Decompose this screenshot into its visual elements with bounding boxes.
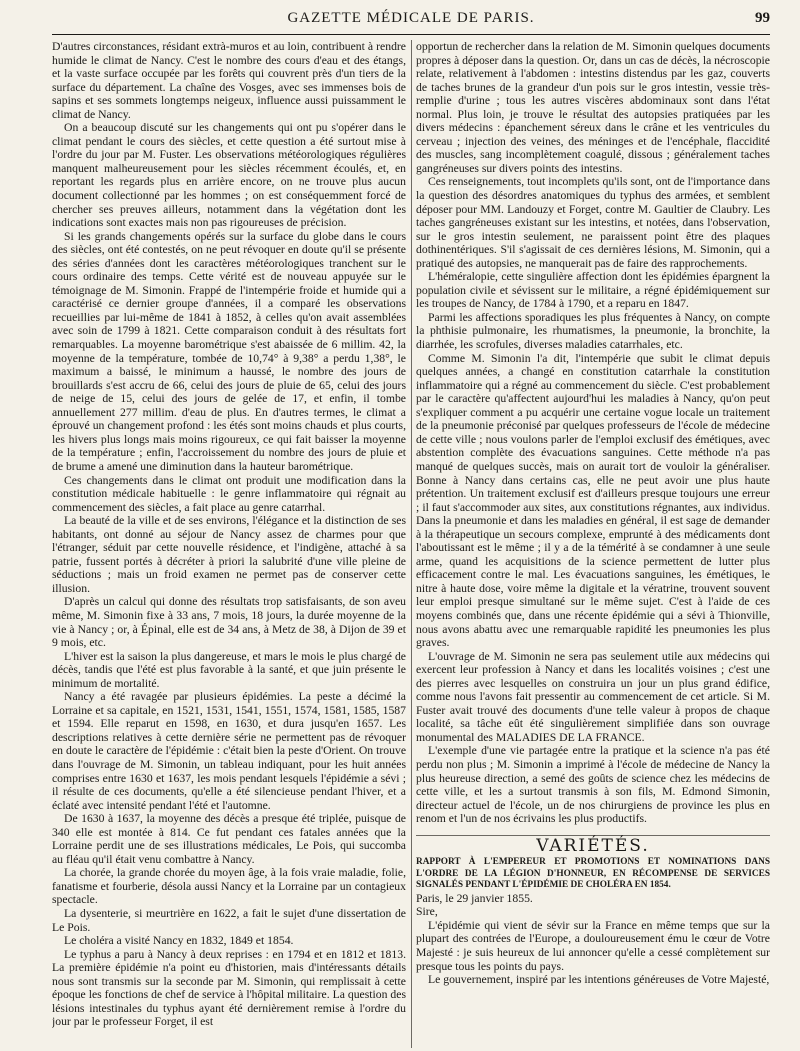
column-divider [411, 40, 412, 1048]
paragraph: La beauté de la ville et de ses environs, l'élégance et la distinction de ses habitants, ont donné au séjour de Nancy assez de charmes pour que l'étranger, séduit par cette nouvelle résidence, et l'indigène, attaché à sa patrie, fussent portés à décréter à priori la salubrité d'une ville pleine de séductions ; mais un froid examen ne permet pas de conserver cette illusion. [52, 514, 406, 595]
paragraph: La dysenterie, si meurtrière en 1622, a fait le sujet d'une dissertation de Le Pois. [52, 907, 406, 934]
header-rule [52, 34, 770, 35]
paragraph: De 1630 à 1637, la moyenne des décès a presque été triplée, puisque de 340 elle est montée à 814. Ce fut pendant ces fatales années que la Lorraine perdit une de ses illustrations médicales, Le Pois, qui succomba au fléau qu'il était venu combattre à Nancy. [52, 812, 406, 866]
paragraph: Ces changements dans le climat ont produit une modification dans la constitution médicale habituelle : le genre inflammatoire qui régnait au commencement des siècles, a fait place au genre catarrhal. [52, 473, 406, 514]
section-subtitle: RAPPORT À L'EMPEREUR ET PROMOTIONS ET NOMINATIONS DANS L'ORDRE DE LA LÉGION D'HONNEUR, EN RÉCOMPENSE DE SERVICES SIGNALÉS PENDANT L'ÉPIDÉMIE DE CHOLÉRA EN 1854. [416, 857, 770, 891]
paragraph: Parmi les affections sporadiques les plus fréquentes à Nancy, on compte la phthisie pulmonaire, les rhumatismes, la pneumonie, la bronchite, la diarrhée, les scrofules, diverses maladies catarrhales, etc. [416, 310, 770, 352]
journal-title: GAZETTE MÉDICALE DE PARIS. [287, 10, 535, 26]
paragraph: Si les grands changements opérés sur la surface du globe dans le cours des siècles, ont été contestés, on ne peut révoquer en doute qu'il se présente des séries d'années dont les caractères météorologiques tranchent sur le cours ordinaire des temps. Cette vérité est de nouveau appuyée sur le témoignage de M. Simonin. Frappé de l'intempérie froide et humide qui a caractérisé ce dernier groupe d'années, il a comparé les observations recueillies par lui-même de 1841 à 1852, à celles qu'on avait assemblées avec soin de 1799 à 1821. Cette comparaison conduit à des résultats fort remarquables. La moyenne barométrique s'est abaissée de 6 millim. 42, la moyenne de la température, tombée de 10,74° à 9,38° a perdu 1,38°, le maximum a baissé, le minimum a haussé, le nombre des jours de brouillards s'est accru de 66, celui des jours de pluie de 65, celui des jours de neige de 15, celui des jours de gelée de 17, et enfin, il tombe annuellement 277 millim. d'eau de plus. En d'autres termes, le climat a éprouvé un changement profond : les étés sont moins chauds et plus courts, les hivers plus longs mais moins rigoureux, ce qui fait baisser la moyenne de la température ; enfin, l'accroissement du nombre des jours de pluie et de brume a amené une diminution dans la hauteur barométrique. [52, 229, 406, 473]
paragraph: L'exemple d'une vie partagée entre la pratique et la science n'a pas été perdu non plus ; M. Simonin a imprimé à l'école de médecine de Nancy la plus heureuse direction, a semé des goûts de science chez les médecins de cette ville, et les a surtout transmis à son fils, M. Edmond Simonin, directeur actuel de l'école, un de nos chirurgiens de province les plus en renom et l'un de nos écrivains les plus productifs. [416, 744, 770, 826]
page-number: 99 [755, 10, 770, 26]
paragraph: On a beaucoup discuté sur les changements qui ont pu s'opérer dans le climat pendant le cours des siècles, et cette question a été surtout mise à l'ordre du jour par M. Fuster. Les observations météorologiques régulières manquent malheureusement pour les siècles récemment écoulés, et, en reportant les regards plus en arrière encore, on ne trouve plus aucun document collectionné par les hommes ; on est conséquemment forcé de chercher ses preuves ailleurs, notamment dans la végétation dont les indications sont exactes mais non pas rigoureuses de précision. [52, 121, 406, 230]
right-column [416, 40, 770, 1048]
paragraph: L'héméralopie, cette singulière affection dont les épidémies épargnent la population civile et sévissent sur le militaire, a régné épidémiquement sur les troupes de Nancy, de 1784 à 1790, et a reparu en 1847. [416, 270, 770, 311]
paragraph: L'épidémie qui vient de sévir sur la France en même temps que sur la plupart des contrées de l'Europe, a douloureusement ému le cœur de Votre Majesté : je suis heureux de lui annoncer qu'elle a cessé complètement sur presque tous les points du pays. [416, 918, 770, 973]
paragraph: Nancy a été ravagée par plusieurs épidémies. La peste a décimé la Lorraine et sa capitale, en 1521, 1531, 1541, 1551, 1574, 1581, 1585, 1587 et 1594. Elle reparut en 1598, en 1630, et dura jusqu'en 1657. Les descriptions relatives à cette dernière série ne permettent pas de révoquer en doute le caractère de l'épidémie : c'était bien la peste d'Orient. On trouve dans l'ouvrage de M. Simonin, un tableau indiquant, pour les huit années comprises entre 1630 et 1637, les mois pendant lesquels l'épidémie a sévi ; il résulte de ces documents, qu'elle a été silencieuse pendant l'hiver, et a éclaté avec intensité pendant l'été et l'automne. [52, 690, 406, 812]
paragraph: Le gouvernement, inspiré par les intentions généreuses de Votre Majesté, [428, 973, 770, 987]
left-column [52, 40, 406, 1048]
paragraph: Comme M. Simonin l'a dit, l'intempérie que subit le climat depuis quelques années, a changé en constitution catarrhale la constitution inflammatoire qui a régné au commencement du siècle. C'est probablement par le caractère qu'affectent aujourd'hui les maladies à Nancy, qu'on peut s'expliquer comment a pu acquérir une certaine vogue locale un traitement de la pneumonie préconisé par quelques professeurs de l'école de médecine de cette ville ; nous voulons parler de l'emploi exclusif des émétiques, avec abstention complète des évacuations sanguines. Cette méthode n'a pas manqué de quelques succès, mais on aurait tort de vouloir la généraliser. Bonne à Nancy dans certains cas, elle ne peut avoir une plus haute prétention. Un traitement exclusif est d'ailleurs presque toujours une erreur ; il faut s'accommoder aux sites, aux constitutions régnantes, aux individus. Dans la pneumonie et dans les maladies en général, il est sage de demander à la thérapeutique un secours complexe, emprunté à des médicaments dont l'aboutissant est le même ; il y a de la témérité à se condamner à une seule arme, quand les acquisitions de la science permettent de lutter plus efficacement contre le mal. Les évacuations sanguines, les émétiques, le nitre à haute dose, voire même la digitale et la vératrine, trouvent souvent leur emploi presque simultané sur le même sujet. C'est à l'aide de ces moyens combinés que, dans une récente épidémie qui a sévi à Thionville, nous avons abattu avec une remarquable rapidité les pneumonies les plus graves. [416, 351, 770, 650]
paragraph: L'ouvrage de M. Simonin ne sera pas seulement utile aux médecins qui exercent leur profession à Nancy et dans les localités voisines ; c'est une des pierres avec lesquelles on construira un jour un plus grand édifice, comme nous l'avons fait pressentir au commencement de cet article. Si M. Fuster avait trouvé des documents d'une telle valeur à propos de chaque localité, sa tâche eût été singulièrement simplifiée dans son ouvrage monumental des MALADIES DE LA FRANCE. [416, 649, 770, 744]
salutation: Sire, [416, 905, 438, 919]
paragraph: La chorée, la grande chorée du moyen âge, à la fois vraie maladie, folie, fanatisme et fourberie, désola aussi Nancy et la Lorraine par un contagieux spectacle. [52, 866, 406, 907]
article-continuation [416, 40, 770, 826]
dateline: Paris, le 29 janvier 1855. [416, 891, 533, 905]
section-title: VARIÉTÉS. [536, 835, 650, 856]
paragraph: opportun de rechercher dans la relation de M. Simonin quelques documents propres à déposer dans la question. Or, dans un cas de décès, la nécroscopie relate, relativement à l'abdomen : intestins distendus par les gaz, couverts de taches brunes de la grandeur d'un pois sur le gros intestin, vessie très-remplie d'urine ; tous les autres viscères abdominaux sont dans l'état normal. Plus loin, je trouve le résultat des autopsies pratiquées par les divers médecins : épanchement séreux dans le crâne et les ventricules du cerveau ; injection des veines, des méninges et de l'encéphale, flaccidité des muscles, sang incomplètement coagulé, dissous ; généralement taches gangréneuses sur divers points des intestins. [416, 40, 770, 175]
paragraph: D'autres circonstances, résidant extrà-muros et au loin, contribuent à rendre humide le climat de Nancy. C'est le nombre des cours d'eau et des étangs, et la vaste surface occupée par les forêts qui couvrent près d'un tiers de la surface du département. La chaîne des Vosges, avec ses immenses bois de sapins et ses sommets longtemps neigeux, influence aussi puissamment le climat de Nancy. [52, 40, 406, 121]
paragraph: Ces renseignements, tout incomplets qu'ils sont, ont de l'importance dans la question des désordres anatomiques du typhus des armées, et semblent déposer pour MM. Landouzy et Forget, contre M. Gaultier de Claubry. Les taches gangréneuses existant sur les intestins, et notées, dans l'observation, sur le gros intestin seulement, ne paraissent point être des plaques dothinentériques. S'il s'agissait de ces dernières lésions, M. Simonin, qui a pratiqué des autopsies, ne manquerait pas de faire des rapprochements. [416, 175, 770, 270]
paragraph: Le choléra a visité Nancy en 1832, 1849 et 1854. [64, 934, 294, 948]
paragraph: L'hiver est la saison la plus dangereuse, et mars le mois le plus chargé de décès, tandis que l'été est plus favorable à la santé, et que juin présente le minimum de mortalité. [52, 649, 406, 690]
paragraph: D'après un calcul qui donne des résultats trop satisfaisants, de son aveu même, M. Simonin fixe à 33 ans, 7 mois, 18 jours, la durée moyenne de la vie à Nancy ; or, à Épinal, elle est de 34 ans, à Metz de 38, à Dijon de 39 et 9 mois, etc. [52, 595, 406, 650]
running-header [52, 10, 770, 34]
paragraph: Le typhus a paru à Nancy à deux reprises : en 1794 et en 1812 et 1813. La première épidémie n'a point eu d'historien, mais d'intéressants détails nous sont transmis sur la seconde par M. Simonin, qui remplissait à cette époque les fonctions de chef de service à l'hôpital militaire. La question des lésions intestinales du typhus ayant été dernièrement remise à l'ordre du jour par le professeur Forget, il est [52, 947, 406, 1029]
